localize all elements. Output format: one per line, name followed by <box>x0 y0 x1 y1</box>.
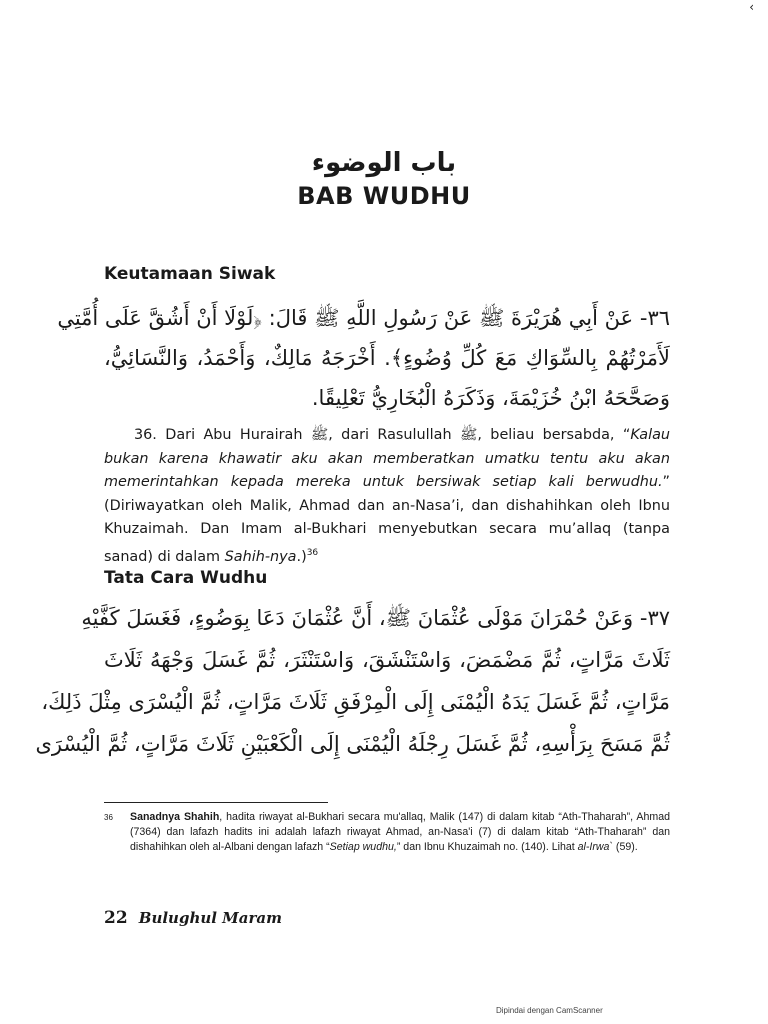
hadith-number: 36. <box>134 427 157 443</box>
footnote-text-part: (59). <box>612 841 638 853</box>
hadith-36-arabic-line-2: لَأَمَرْتُهُمْ بِالسِّوَاكِ مَعَ كُلِّ وُضُوءٍ﴾. أَخْرَجَهُ مَالِكٌ، وَأَحْمَدُ، وَالنَّسَائِيُّ، <box>104 346 670 370</box>
footnote-italic-part: Setiap wudhu, <box>329 841 397 853</box>
hadith-37-arabic-line-1: ٣٧- وَعَنْ حُمْرَانَ مَوْلَى عُثْمَانَ ﷺ، أَنَّ عُثْمَانَ دَعَا بِوَضُوءٍ، فَغَسَلَ كَفَّيْهِ <box>81 606 670 630</box>
hadith-36-translation <box>104 424 670 569</box>
footnote-text-part: ” dan Ibnu Khuzaimah no. (140). Lihat <box>396 841 578 853</box>
translation-quote: Kalau bukan karena khawatir aku akan memberatkan umatku tentu aku akan memerintahkan kepada mereka untuk bersiwak setiap kali berwudhu. <box>104 427 671 490</box>
page-number: 22 <box>104 908 128 928</box>
translation-text: .) <box>296 548 307 565</box>
page-footer <box>104 908 282 928</box>
translation-text: ” (Diriwayatkan oleh Malik, Ahmad dan an-Nasa’i, dan dishahihkan oleh Ibnu Khuzaimah. Dan Imam al-Bukhari menyebutkan secara mu’allaq (tanpa sanad) di dalam <box>104 474 670 565</box>
footnote-number: 36 <box>104 813 113 822</box>
hadith-37-arabic-line-2: ثَلَاثَ مَرَّاتٍ، ثُمَّ مَضْمَضَ، وَاسْتَنْشَقَ، وَاسْتَنْثَرَ، ثُمَّ غَسَلَ وَجْهَهُ ثَلَاثَ <box>104 648 670 672</box>
scan-edge-mark: ‹ <box>749 0 754 14</box>
hadith-36-arabic-line-3: وَصَحَّحَهُ ابْنُ خُزَيْمَةَ، وَذَكَرَهُ الْبُخَارِيُّ تَعْلِيقًا. <box>311 386 670 410</box>
section-heading-keutamaan-siwak: Keutamaan Siwak <box>104 264 276 284</box>
footnote-text-part: , hadita riwayat al-Bukhari secara mu'allaq, Malik (147) di dalam kitab “Ath-Thaharah”, Ahmad (7364) dan lafazh hadits ini adalah lafazh riwayat Ahmad, an-Nasa'i (7) di dalam kitab “Ath-Thaharah” dan dishahihkan oleh al-Albani dengan lafazh “ <box>130 811 671 853</box>
chapter-arabic-title: باب الوضوء <box>311 148 457 178</box>
translation-source: Sahih-nya <box>224 548 297 565</box>
footnote-bold-lead: Sanadnya Shahih <box>130 811 220 823</box>
hadith-36-arabic-line-1: ٣٦- عَنْ أَبِي هُرَيْرَةَ ﷺ عَنْ رَسُولِ اللَّهِ ﷺ قَالَ: ﴿لَوْلَا أَنْ أَشُقَّ عَلَى أُمَّتِي <box>57 306 670 330</box>
footnote-italic-part: al-Irwa` <box>577 841 613 853</box>
translation-text: Dari Abu Hurairah ﷺ, dari Rasulullah ﷺ, beliau bersabda, “ <box>165 427 631 443</box>
footnote-divider <box>104 802 328 803</box>
footnote-reference[interactable]: 36 <box>306 547 319 558</box>
section-heading-tata-cara-wudhu: Tata Cara Wudhu <box>104 568 268 588</box>
hadith-37-arabic-line-3: مَرَّاتٍ، ثُمَّ غَسَلَ يَدَهُ الْيُمْنَى إِلَى الْمِرْفَقِ ثَلَاثَ مَرَّاتٍ، ثُمَّ الْيُسْرَى مِثْلَ ذَلِكَ، <box>41 690 670 714</box>
hadith-37-arabic-line-4: ثُمَّ مَسَحَ بِرَأْسِهِ، ثُمَّ غَسَلَ رِجْلَهُ الْيُمْنَى إِلَى الْكَعْبَيْنِ ثَلَاثَ مَرَّاتٍ، ثُمَّ الْيُسْرَى <box>35 732 670 756</box>
footnote-text <box>104 810 670 855</box>
footnote-36 <box>104 810 670 855</box>
chapter-title: BAB WUDHU <box>297 182 471 210</box>
book-title: Bulughul Maram <box>138 909 282 927</box>
scanner-watermark: Dipindai dengan CamScanner <box>496 1006 603 1015</box>
